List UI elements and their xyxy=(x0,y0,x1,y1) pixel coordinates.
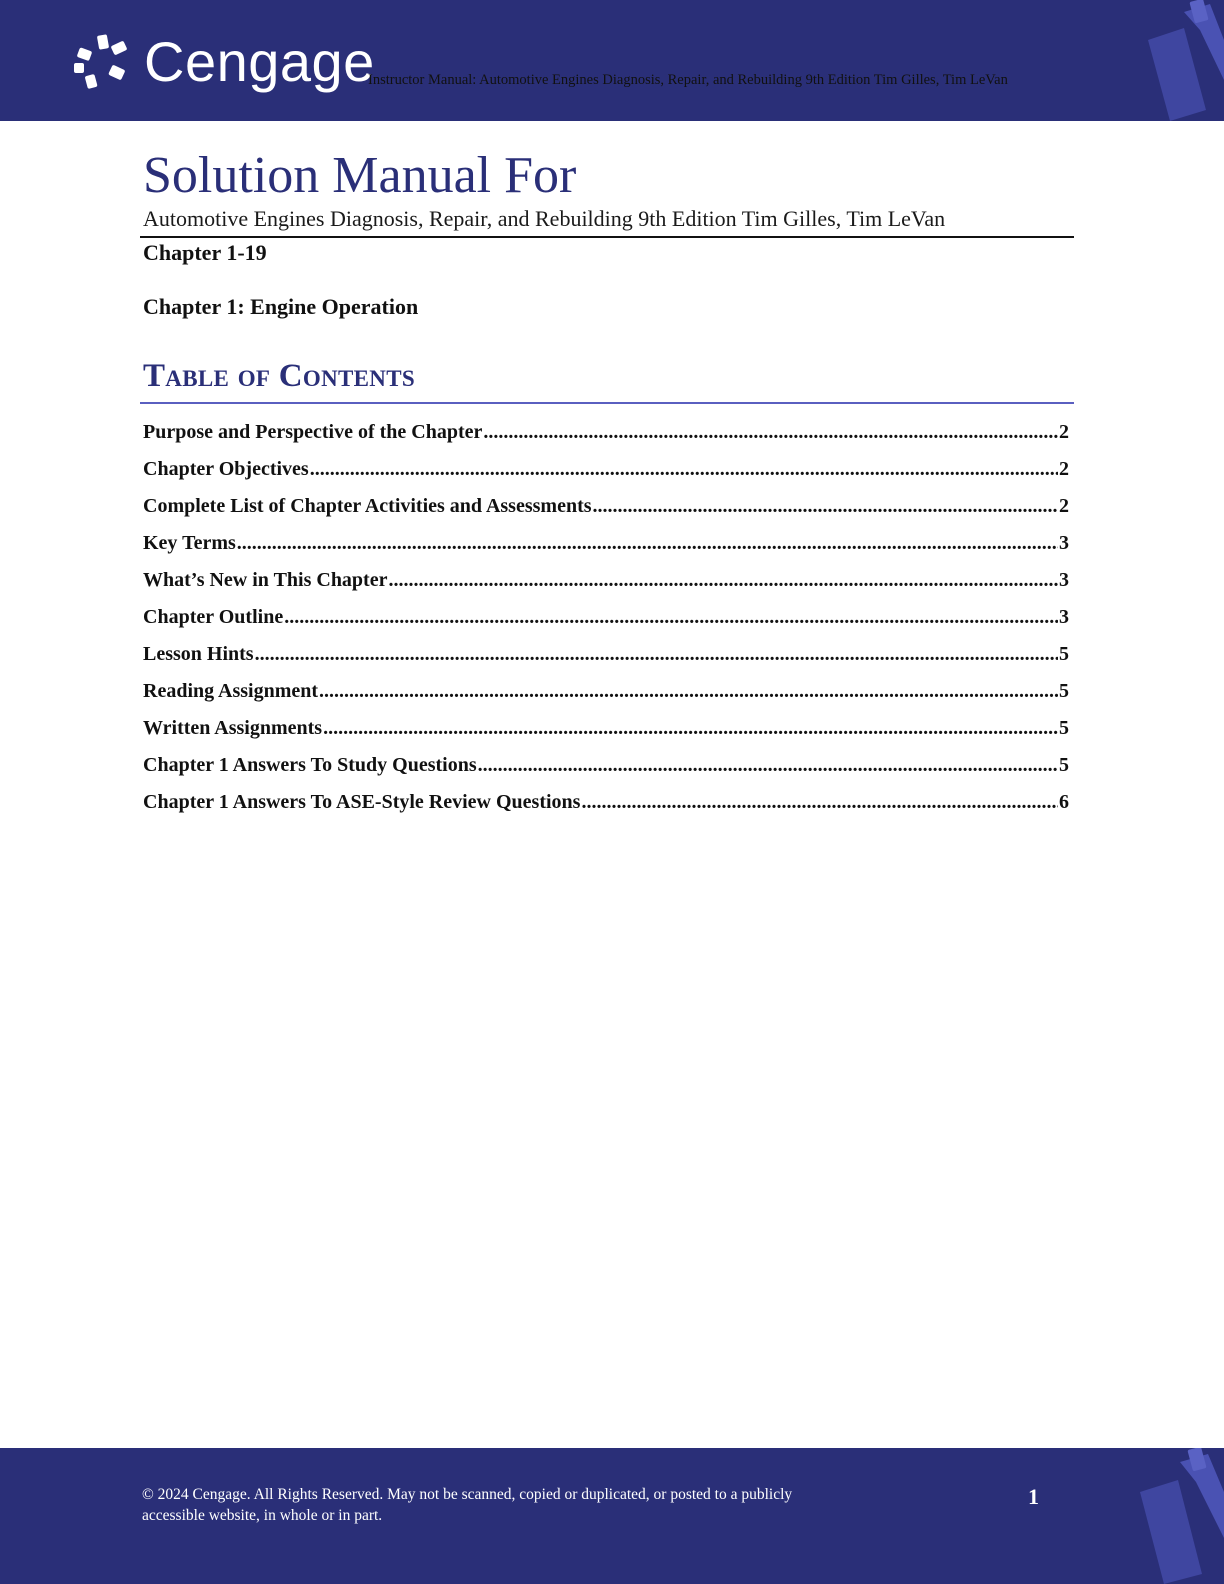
toc-entry[interactable] xyxy=(143,677,1069,714)
toc-entry-label: Chapter Objectives xyxy=(143,458,309,480)
toc-leader-dots xyxy=(388,566,1058,594)
toc-entry[interactable] xyxy=(143,714,1069,751)
cengage-logo xyxy=(72,30,375,94)
toc-heading: Table of Contents xyxy=(143,358,415,394)
toc-divider xyxy=(140,402,1074,404)
decorative-shape-icon xyxy=(1140,0,1224,121)
toc-entry-label: Chapter 1 Answers To Study Questions xyxy=(143,754,477,776)
copyright-notice: © 2024 Cengage. All Rights Reserved. May not be scanned, copied or duplicated, or posted to a publicly accessible website, in whole or in part. xyxy=(142,1486,793,1524)
page-footer xyxy=(0,1448,1224,1584)
toc-entry[interactable] xyxy=(143,640,1069,677)
toc-entry[interactable] xyxy=(143,603,1069,640)
toc-leader-dots xyxy=(310,455,1058,483)
toc-leader-dots xyxy=(284,603,1058,631)
toc-leader-dots xyxy=(319,677,1058,705)
toc-entry-page: 3 xyxy=(1059,606,1069,628)
toc-entry-page: 2 xyxy=(1059,495,1069,517)
cengage-logo-icon xyxy=(72,31,134,93)
toc-entry[interactable] xyxy=(143,751,1069,788)
toc-entry-page: 2 xyxy=(1059,458,1069,480)
toc-entry-label: Chapter 1 Answers To ASE-Style Review Questions xyxy=(143,791,581,813)
document-subtitle: Automotive Engines Diagnosis, Repair, and Rebuilding 9th Edition Tim Gilles, Tim LeVan xyxy=(143,206,946,231)
toc-entry-page: 2 xyxy=(1059,421,1069,443)
toc-entry-page: 3 xyxy=(1059,532,1069,554)
toc-entry[interactable] xyxy=(143,566,1069,603)
toc-leader-dots xyxy=(478,751,1058,779)
toc-entry-page: 5 xyxy=(1059,643,1069,665)
toc-entry-label: Key Terms xyxy=(143,532,236,554)
toc-entry-label: What’s New in This Chapter xyxy=(143,569,388,591)
toc-entry[interactable] xyxy=(143,529,1069,566)
toc-entry-label: Written Assignments xyxy=(143,717,323,739)
toc-leader-dots xyxy=(255,640,1058,668)
chapter-range: Chapter 1-19 xyxy=(143,240,267,265)
toc-entry-page: 5 xyxy=(1059,680,1069,702)
title-divider xyxy=(140,236,1074,238)
toc-entry[interactable] xyxy=(143,418,1069,455)
toc-entry-label: Reading Assignment xyxy=(143,680,319,702)
document-title: Solution Manual For xyxy=(143,147,577,204)
table-of-contents xyxy=(143,418,1069,825)
toc-entry[interactable] xyxy=(143,455,1069,492)
toc-entry-page: 5 xyxy=(1059,754,1069,776)
toc-entry-label: Complete List of Chapter Activities and Assessments xyxy=(143,495,592,517)
toc-leader-dots xyxy=(581,788,1058,816)
toc-entry-page: 3 xyxy=(1059,569,1069,591)
toc-entry-page: 6 xyxy=(1059,791,1069,813)
chapter-title: Chapter 1: Engine Operation xyxy=(143,294,419,319)
header-caption: Instructor Manual: Automotive Engines Diagnosis, Repair, and Rebuilding 9th Edition Tim Gilles, Tim LeVan xyxy=(368,72,1008,88)
toc-entry-label: Chapter Outline xyxy=(143,606,284,628)
page-header xyxy=(0,0,1224,121)
toc-leader-dots xyxy=(593,492,1058,520)
toc-entry-label: Purpose and Perspective of the Chapter xyxy=(143,421,483,443)
toc-entry[interactable] xyxy=(143,492,1069,529)
toc-entry-page: 5 xyxy=(1059,717,1069,739)
toc-leader-dots xyxy=(323,714,1058,742)
toc-leader-dots xyxy=(483,418,1058,446)
page-number: 1 xyxy=(1028,1484,1039,1509)
toc-leader-dots xyxy=(237,529,1058,557)
toc-entry-label: Lesson Hints xyxy=(143,643,254,665)
decorative-shape-icon xyxy=(1134,1448,1224,1584)
logo-wordmark: Cengage xyxy=(144,30,375,93)
toc-entry[interactable] xyxy=(143,788,1069,825)
